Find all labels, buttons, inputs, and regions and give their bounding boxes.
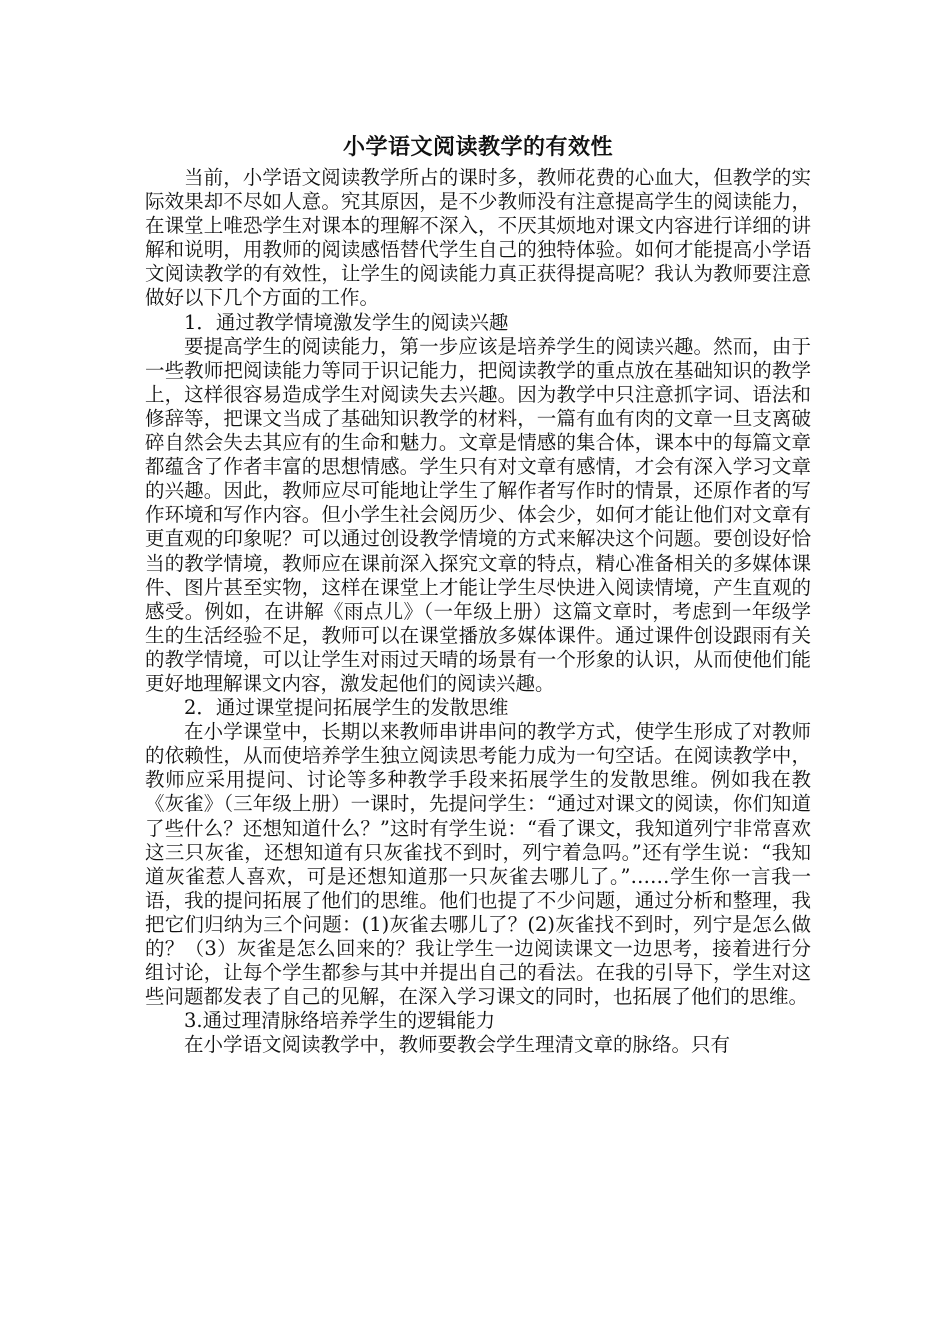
document-title: 小学语文阅读教学的有效性 (342, 134, 613, 160)
section-1-body: 要提高学生的阅读能力，第一步应该是培养学生的阅读兴趣。然而，由于一些教师把阅读能力等同于识记能力，把阅读教学的重点放在基础知识的教学上，这样很容易造成学生对阅读失去兴趣。因为教学中只注意抓字词、语法和修辞等，把课文当成了基础知识教学的材料，一篇有血有肉的文章一旦支离破碎自然会失去其应有的生命和魅力。文章是情感的集合体，课本中的每篇文章都蕴含了作者丰富的思想情感。学生只有对文章有感情，才会有深入学习文章的兴趣。因此，教师应尽可能地让学生了解作者写作时的情景，还原作者的写作环境和写作内容。但小学生社会阅历少、体会少，如何才能让他们对文章有更直观的印象呢？可以通过创设教学情境的方式来解决这个问题。要创设好恰当的教学情境，教师应在课前深入探究文章的特点，精心准备相关的多媒体课件、图片甚至实物，这样在课堂上才能让学生尽快进入阅读情境，产生直观的感受。例如，在讲解《雨点儿》（一年级上册）这篇文章时，考虑到一年级学生的生活经验不足，教师可以在课堂播放多媒体课件。通过课件创设跟雨有关的教学情境，可以让学生对雨过天晴的场景有一个形象的认识，从而使他们能更好地理解课文内容，激发起他们的阅读兴趣。 (145, 334, 811, 695)
section-3-heading: 3.通过理清脉络培养学生的逻辑能力 (184, 1009, 496, 1033)
intro-paragraph: 当前，小学语文阅读教学所占的课时多，教师花费的心血大，但教学的实际效果却不尽如人意。究其原因，是不少教师没有注意提高学生的阅读能力，在课堂上唯恐学生对课本的理解不深入，不厌其烦地对课文内容进行详细的讲解和说明，用教师的阅读感悟替代学生自己的独特体验。如何才能提高小学语文阅读教学的有效性，让学生的阅读能力真正获得提高呢？我认为教师要注意做好以下几个方面的工作。 (145, 166, 811, 310)
section-1-heading: 1．通过教学情境激发学生的阅读兴趣 (184, 310, 509, 334)
document-page (145, 132, 811, 1057)
section-2-body: 在小学课堂中，长期以来教师串讲串问的教学方式，使学生形成了对教师的依赖性，从而使培养学生独立阅读思考能力成为一句空话。在阅读教学中，教师应采用提问、讨论等多种教学手段来拓展学生的发散思维。例如我在教《灰雀》（三年级上册）一课时，先提问学生：“通过对课文的阅读，你们知道了些什么？还想知道什么？”这时有学生说：“看了课文，我知道列宁非常喜欢这三只灰雀，还想知道有只灰雀找不到时，列宁着急吗。”还有学生说：“我知道灰雀惹人喜欢，可是还想知道那一只灰雀去哪儿了。”……学生你一言我一语，我的提问拓展了他们的思维。他们也提了不少问题，通过分析和整理，我把它们归纳为三个问题：(1)灰雀去哪儿了？(2)灰雀找不到时，列宁是怎么做的？（3）灰雀是怎么回来的？我让学生一边阅读课文一边思考，接着进行分组讨论，让每个学生都参与其中并提出自己的看法。在我的引导下，学生对这些问题都发表了自己的见解，在深入学习课文的同时，也拓展了他们的思维。 (145, 720, 811, 1009)
section-2-heading: 2．通过课堂提问拓展学生的发散思维 (184, 696, 509, 720)
section-3-body: 在小学语文阅读教学中，教师要教会学生理清文章的脉络。只有 (184, 1033, 731, 1057)
